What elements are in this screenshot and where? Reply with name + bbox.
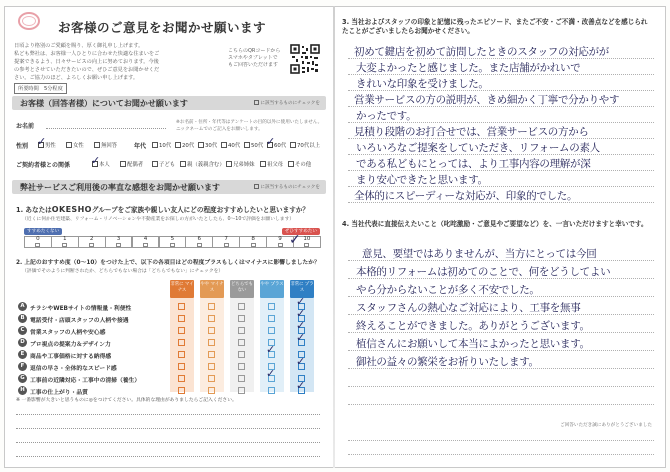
gender-label: 性別 (16, 143, 29, 150)
extra-lines (348, 430, 654, 460)
name-field[interactable] (46, 128, 166, 129)
relation-option-self[interactable]: 本人 (92, 160, 110, 168)
checkbox-icon (221, 142, 227, 148)
company-seal-logo (12, 12, 56, 32)
handwritten-check-icon: ✓ (91, 154, 101, 167)
handwritten-check-icon: ✓ (37, 135, 47, 148)
name-hint: ※お名前・住所・年代等はアンケートの目的以外に使用いたしません。 (176, 120, 323, 125)
q4-handwriting-line: 本格的リフォームは初めてのことで、何をどうしてよい (356, 266, 611, 278)
q2-item-f: F 返信の早さ・全体的なスピード感 (18, 362, 318, 372)
page-title: お客様のご意見をお聞かせ願います (58, 20, 267, 35)
gender-option-male[interactable]: 男性 (38, 141, 56, 149)
handwritten-check-icon: ✓ (266, 343, 276, 356)
scale-cell-10[interactable]: 10 (293, 236, 321, 248)
col-very-negative: 非常に マイナス (170, 280, 194, 298)
q3-handwriting-line: きれいな印象を受けました。 (356, 78, 489, 90)
q3-handwriting-line: まり安心できたと思います。 (356, 174, 488, 186)
age-option-70s-plus[interactable]: 70代以上 (290, 141, 320, 149)
age-label: 年代 (134, 143, 147, 150)
q2-footnote: ※ 一番影響が大きいと思うものに◎をつけてください。具体的な理由がありましたらご記入ください。 (16, 398, 237, 403)
q4-handwriting-line: 御社の益々の繁栄をお祈りいたします。 (356, 356, 539, 368)
handwritten-check-icon: ✓ (296, 379, 306, 392)
checkbox-legend-icon (254, 184, 259, 189)
q3-handwriting-line: いろいろなご提案をしていただき、リフォームの素人 (356, 142, 600, 154)
q3-handwriting-line: かったです。 (356, 110, 417, 122)
q2-comment-line[interactable] (16, 442, 320, 443)
scale-cell-4[interactable]: 4 (132, 236, 160, 248)
name-label: お名前 (16, 123, 35, 130)
q2-comment-line[interactable] (16, 428, 320, 429)
q3-handwriting-line: 全体的にスピーディーな対応が、印象的でした。 (354, 190, 578, 202)
relation-option-other[interactable]: その他 (288, 160, 311, 168)
q3-handwriting-line: である私どもにとっては、より工事内容の理解が深 (356, 158, 591, 170)
age-option-40s[interactable]: 40代 (221, 141, 240, 149)
col-slightly-positive: やや プラス (260, 280, 284, 298)
left-page (10, 10, 328, 462)
scale-cell-6[interactable]: 6 (185, 236, 213, 248)
qr-caption: こちらのQRコードから スマホやタブレットで もご回答いただけます (228, 48, 281, 68)
q2-comment-line[interactable] (16, 456, 320, 457)
scale-low-tab: すすめたくない (24, 228, 62, 235)
q1-title: 1. あなたはOKESHOグループをご家族や親しい友人にどの程度おすすめしたいと思いますか？ (16, 205, 310, 214)
age-option-30s[interactable]: 30代 (198, 141, 217, 149)
scale-cell-3[interactable]: 3 (105, 236, 133, 248)
scale-cell-2[interactable]: 2 (78, 236, 106, 248)
q3-handwriting-line: 初めて鍵店を初めて訪問したときのスタッフの対応がが (354, 46, 609, 58)
q4-handwriting-line: スタッフさんの熱心なご対応により、工事を無事 (356, 302, 581, 314)
q3-handwriting-line: 見積り段階のお打合せでは、営業サービスの方から (354, 126, 589, 138)
q2-item-d: D プロ視点の提案力＆デザイン力 (18, 338, 318, 348)
age-option-10s[interactable]: 10代 (152, 141, 171, 149)
checkbox-icon (180, 161, 186, 167)
q2-comment-line[interactable] (16, 414, 320, 415)
checkbox-icon (152, 161, 158, 167)
relation-option-child[interactable]: 子ども (152, 160, 175, 168)
col-neutral: どちらでも ない (230, 280, 254, 298)
checkbox-icon (66, 142, 72, 148)
handwritten-check-icon: ✓ (296, 307, 306, 320)
age-option-50s[interactable]: 50代 (244, 141, 263, 149)
checkbox-icon (226, 161, 232, 167)
checkbox-legend-icon (254, 100, 259, 105)
q4-handwriting-line: やら分からないことが多く不安でした。 (356, 284, 540, 296)
checkbox-icon (152, 142, 158, 148)
checkbox-icon (120, 161, 126, 167)
scale-cell-8[interactable]: 8 (239, 236, 267, 248)
scale-cell-9[interactable]: 9 (266, 236, 294, 248)
recommend-scale (24, 228, 320, 248)
scale-cell-1[interactable]: 1 (51, 236, 79, 248)
intro-text: 日頃より格別のご愛顧を賜り、厚く御礼申し上げます。 私ども弊社は、お客様一人ひとりに合わせた快適な住まいをご 提案できるよう、日々サービスの向上に努めております。今後 の参考とさせていただきたいので、ぜひご意見をお聞かせくだ さい。ご協力のほど、よろしくお願い申し上げます。 (14, 43, 160, 81)
checkbox-icon (198, 142, 204, 148)
q2-item-e: E 商品や工事価格に対する納得感 (18, 350, 318, 360)
checkbox-icon (288, 161, 294, 167)
q3-handwriting-line: 大変よかったと感じました。また店舗がかれいで (356, 62, 581, 74)
handwritten-check-icon: ✓ (289, 232, 301, 248)
handwritten-check-icon: ✓ (296, 355, 306, 368)
q1-sub: （近くに何か住宅建築、リフォーム・リノベーションや不動産業をお探しの方がいたとしたら、0〜10で評価をお願いします） (22, 217, 295, 222)
checkbox-icon (175, 142, 181, 148)
q2-item-a: A チラシやWEBサイトの情報量・利便性 (18, 302, 318, 312)
q2-title: 2. 上記のおすすめ度（0〜10）をつけた上で、以下の各項目はどの程度プラスもしくはマイナスに影響しましたか？ (16, 260, 320, 266)
checkbox-icon (244, 142, 250, 148)
relation-label: ご契約者様との関係 (16, 162, 71, 169)
scale-cell-5[interactable]: 5 (159, 236, 187, 248)
q2-item-b: B 電話受付・店頭スタッフの人柄や接遇 (18, 314, 318, 324)
relation-option-parent[interactable]: 親（義親含む） (180, 160, 225, 168)
q4-handwriting-line: 植信さんにお願いして本当によかったと思います。 (356, 338, 590, 350)
col-very-positive: 非常に プラス (290, 280, 314, 298)
q4-title: 4. 当社代表に直接伝えたいこと（叱咤激励・ご意見やご要望など）を、一言いただけますと幸いです。 (342, 220, 648, 228)
gender-option-female[interactable]: 女性 (66, 141, 84, 149)
q3-title: 3. 当社およびスタッフの印象と記憶に残ったエピソード、またご不安・ご不満・改善点などを感じられたことがございましたらお聞かせください。 (342, 18, 648, 35)
scale-cell-0[interactable]: 0 (24, 236, 52, 248)
q2-item-g: G 工事前の近隣対応・工事中の清掃（養生） (18, 374, 318, 384)
gender-option-none[interactable]: 無回答 (94, 141, 117, 149)
time-badge: 所要時間 5分程度 (14, 83, 67, 94)
q4-handwriting-line: 意見、要望ではありませんが、当方にとっては今回 (362, 248, 597, 260)
right-page (340, 10, 660, 462)
handwritten-check-icon: ✓ (296, 319, 306, 332)
qr-code-icon[interactable] (290, 44, 320, 74)
age-option-20s[interactable]: 20代 (175, 141, 194, 149)
section-feedback-header: 弊社サービスご利用後の率直な感想をお聞かせ願います に該当するものにチェックを (12, 180, 326, 194)
scale-high-tab: ぜひすすめたい (282, 228, 320, 235)
q4-footnote: ご回答いただき誠にありがとうございました (560, 423, 652, 428)
col-slightly-negative: やや マイナス (200, 280, 224, 298)
scale-cell-7[interactable]: 7 (212, 236, 240, 248)
page-fold (333, 6, 335, 468)
handwritten-check-icon: ✓ (266, 367, 276, 380)
q4-handwriting-line: 終えることができました。ありがとうございます。 (356, 320, 590, 332)
q2-sub: （評価でそのように判断されたか、どちらでもない場合は「どちらでもない」にチェックを） (22, 269, 224, 274)
relation-option-grandparent[interactable]: 祖父母 (260, 160, 283, 168)
handwritten-check-icon: ✓ (266, 135, 276, 148)
relation-option-sibling[interactable]: 兄弟姉妹 (226, 160, 255, 168)
relation-option-spouse[interactable]: 配偶者 (120, 160, 143, 168)
age-option-60s[interactable]: 60代 (267, 141, 286, 149)
section-respondent-header: お客様（回答者様）についてお聞かせ願います に該当するものにチェックを (12, 96, 326, 110)
handwritten-check-icon: ✓ (296, 331, 306, 344)
handwritten-check-icon: ✓ (296, 295, 306, 308)
checkbox-icon (260, 161, 266, 167)
q3-handwriting-line: 営業サービスの方の説明が、きめ細かく丁寧で分かりやす (354, 94, 620, 106)
q2-item-c: C 営業スタッフの人柄や安心感 (18, 326, 318, 336)
q2-item-h: H 工事の仕上がり・品質 (18, 386, 318, 396)
checkbox-icon (290, 142, 296, 148)
name-sub-hint: ニックネームでのご記入をお願いします。 (176, 127, 263, 132)
checkbox-icon (94, 142, 100, 148)
